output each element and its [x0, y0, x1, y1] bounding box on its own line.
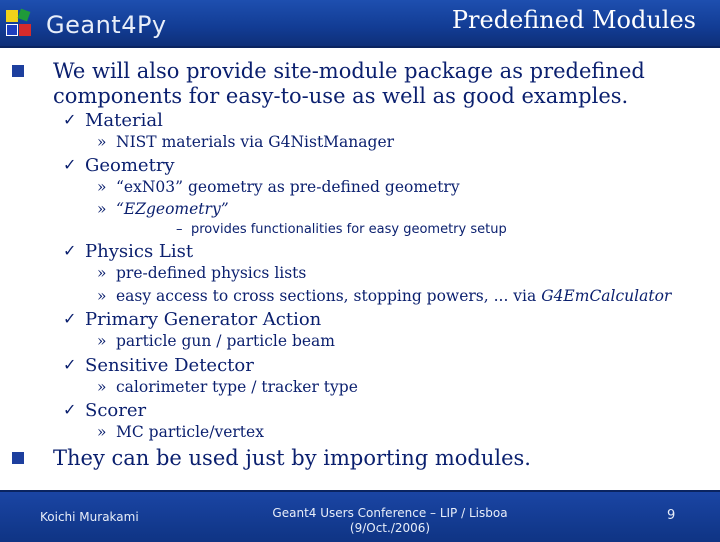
bullet-outro [12, 446, 692, 472]
footer-conference-line2: (9/Oct./2006) [349, 521, 431, 535]
square-bullet-icon [12, 452, 24, 464]
dash-marker: – [176, 222, 183, 237]
subitem-text: particle gun / particle beam [116, 332, 335, 350]
checkmark-icon: ✓ [63, 155, 77, 174]
item-label: Primary Generator Action [85, 309, 322, 330]
subitem-text [116, 287, 671, 305]
checkmark-icon: ✓ [63, 110, 77, 129]
subitem-marker: » [97, 178, 107, 196]
subitem-text: NIST materials via G4NistManager [116, 133, 395, 151]
page-number: 9 [667, 508, 676, 523]
subitem-marker: » [97, 423, 107, 441]
footer-conference-line1: Geant4 Users Conference – LIP / Lisboa [272, 506, 508, 520]
subitem-text-prefix: easy access to cross sections, stopping powers, ... via [116, 287, 542, 305]
footer-author: Koichi Murakami [40, 510, 139, 524]
title-bar [0, 0, 720, 48]
g4emcalculator-text: G4EmCalculator [541, 287, 672, 305]
subitem-text: calorimeter type / tracker type [116, 378, 358, 396]
subitem-marker: » [97, 133, 107, 151]
checkmark-icon: ✓ [63, 241, 77, 260]
subsubitem-text: provides functionalities for easy geometry setup [191, 222, 507, 237]
item-label: Physics List [85, 241, 194, 262]
item-label: Scorer [85, 400, 147, 421]
item-label: Geometry [85, 155, 175, 176]
subitem-text: “exN03” geometry as pre-defined geometry [116, 178, 460, 196]
bullet-text: We will also provide site-module package as predefined components for easy-to-use as well as good examples. [53, 59, 645, 108]
bullet-intro [12, 59, 692, 111]
checkmark-icon: ✓ [63, 400, 77, 419]
bullet-text: They can be used just by importing modules. [53, 446, 531, 470]
square-bullet-icon [12, 65, 24, 77]
subitem-marker: » [97, 332, 107, 350]
checkmark-icon: ✓ [63, 309, 77, 328]
logo-squares-icon [6, 8, 42, 40]
subitem-marker: » [97, 287, 107, 305]
page-title: Predefined Modules [451, 6, 696, 34]
item-label: Material [85, 110, 163, 131]
subitem-marker: » [97, 200, 107, 218]
subitem-text: MC particle/vertex [116, 423, 264, 441]
logo-text: Geant4Py [46, 11, 167, 39]
subitem-marker: » [97, 264, 107, 282]
item-label: Sensitive Detector [85, 355, 254, 376]
subitem-text: pre-defined physics lists [116, 264, 307, 282]
subitem-marker: » [97, 378, 107, 396]
subitem-text: “EZgeometry” [116, 200, 229, 218]
checkmark-icon: ✓ [63, 355, 77, 374]
footer-bar [0, 490, 720, 542]
footer-conference [250, 506, 530, 536]
